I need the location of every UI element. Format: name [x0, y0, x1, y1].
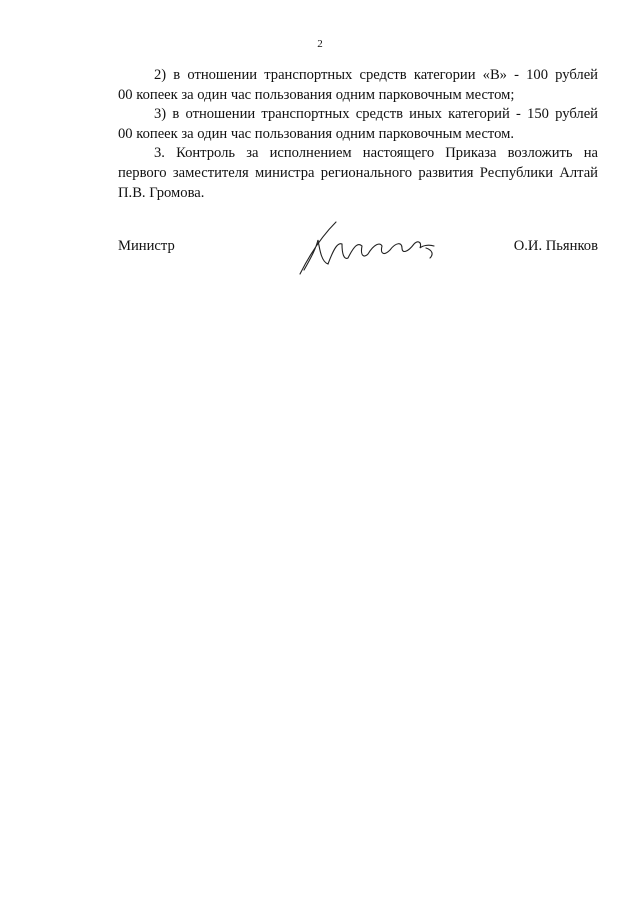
paragraph-line: П.В. Громова. — [118, 184, 205, 201]
document-body — [118, 66, 598, 203]
signer-name: О.И. Пьянков — [513, 238, 598, 254]
paragraph-other-categories — [118, 105, 598, 144]
signer-title: Министр — [118, 238, 175, 254]
paragraph-line: 00 копеек за один час пользования одним парковочным местом. — [118, 125, 515, 142]
page-number: 2 — [317, 38, 323, 50]
paragraph-line: 2) в отношении транспортных средств категории «В» - 100 рублей — [154, 67, 598, 83]
handwritten-signature-icon — [298, 218, 448, 278]
paragraph-category-b — [118, 66, 598, 105]
paragraph-line: 3. Контроль за исполнением настоящего Приказа возложить на — [154, 145, 598, 162]
paragraph-line: 3) в отношении транспортных средств иных категорий - 150 рублей — [154, 106, 598, 123]
paragraph-line: первого заместителя министра регионального развития Республики Алтай — [118, 164, 598, 181]
paragraph-line: 00 копеек за один час пользования одним парковочным местом; — [118, 86, 515, 103]
paragraph-control — [118, 144, 598, 203]
